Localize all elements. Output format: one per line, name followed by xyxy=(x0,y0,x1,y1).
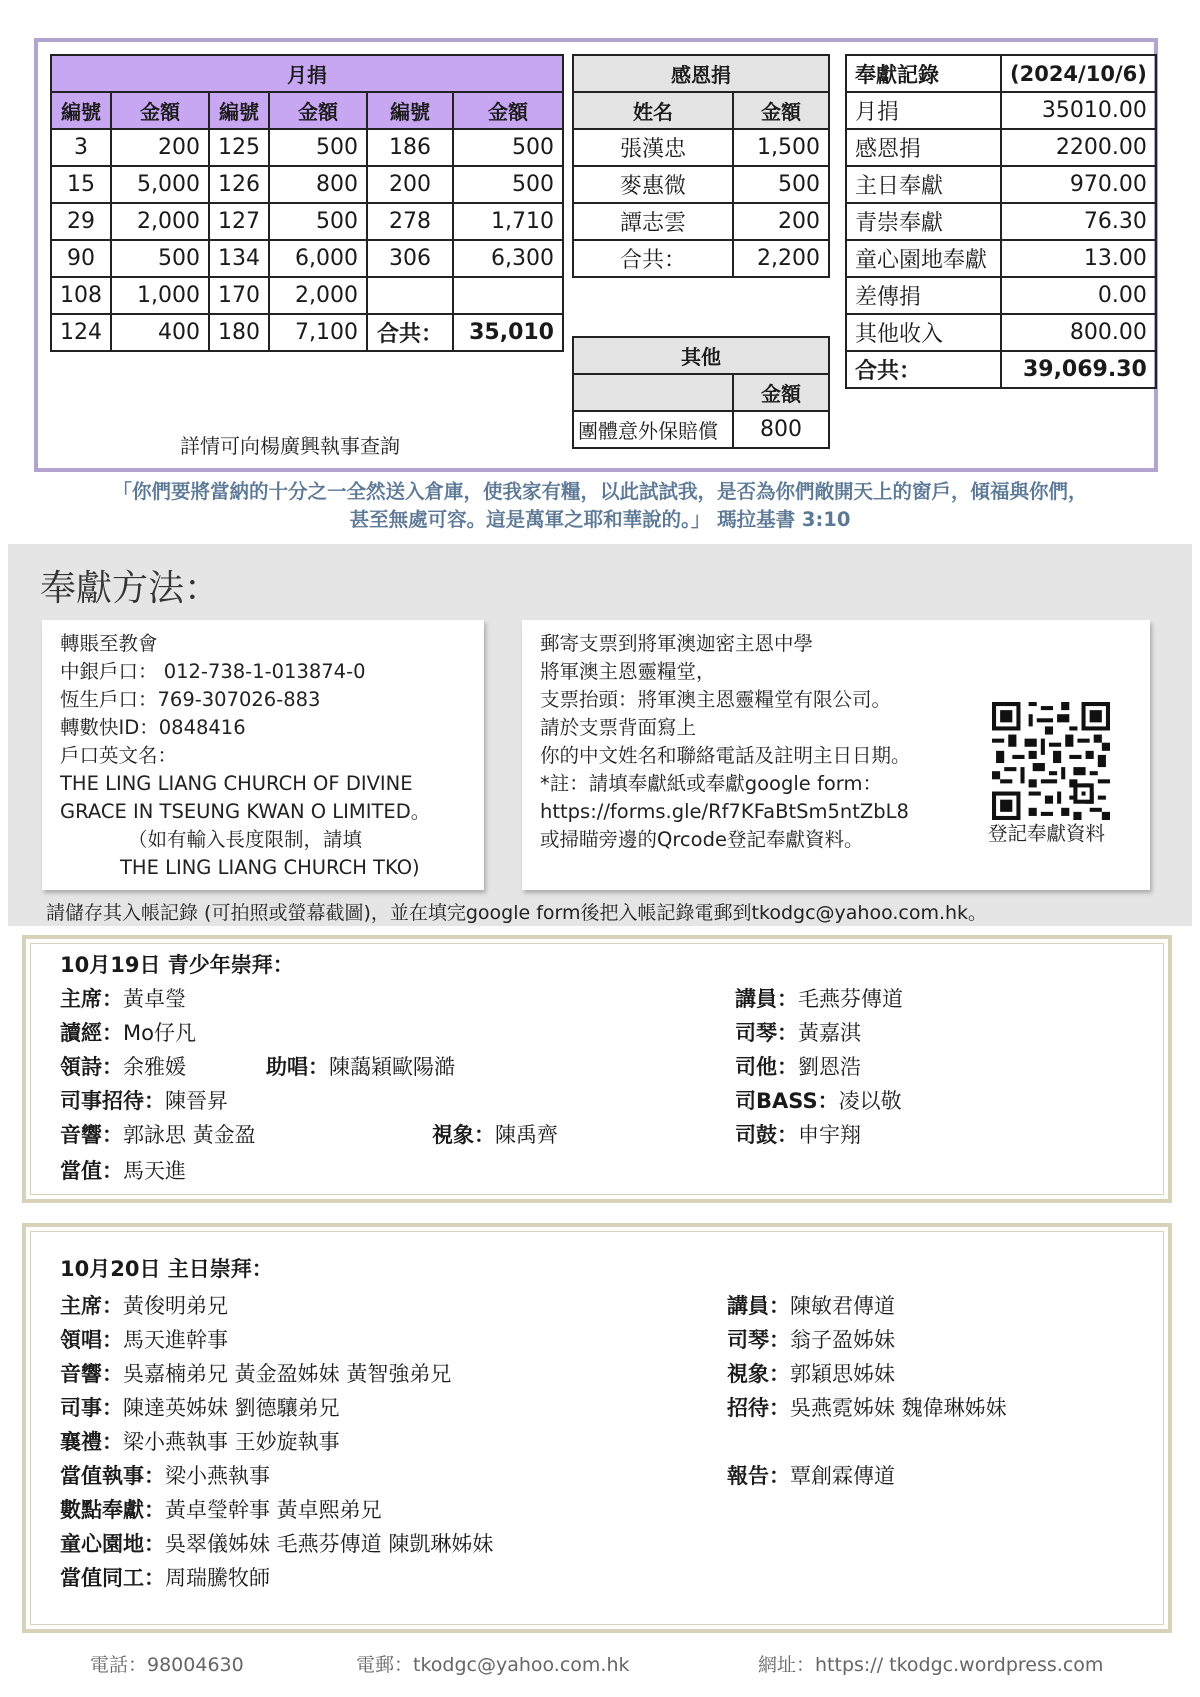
cell: 970.00 xyxy=(1001,166,1156,203)
cheque-line: 支票抬頭：將軍澳主恩靈糧堂有限公司。 xyxy=(540,688,892,711)
cell: 2,000 xyxy=(111,203,209,240)
cell: 6,300 xyxy=(453,240,563,277)
bank-line[interactable]: 轉數快ID：0848416 xyxy=(60,716,246,739)
cell: 1,710 xyxy=(453,203,563,240)
cell: 童心園地奉獻 xyxy=(846,240,1001,277)
cheque-info xyxy=(540,630,911,854)
verse-line: 「你們要將當納的十分之一全然送入倉庫，使我家有糧，以此試試我，是否為你們敞開天上的窗戶，傾福與你們， xyxy=(112,480,1088,503)
monthly-note: 詳情可向楊廣興執事查詢 xyxy=(180,434,400,458)
method-footer-note: 請儲存其入帳記錄 (可拍照或螢幕截圖)，並在填完google form後把入帳記錄電郵到tkodgc@yahoo.com.hk。 xyxy=(46,902,988,924)
table-row xyxy=(846,166,1156,203)
cheque-card xyxy=(522,620,1150,890)
youth-title: 10月19日 青少年崇拜： xyxy=(60,953,294,977)
cell: 800 xyxy=(733,411,829,448)
table-row xyxy=(846,240,1156,277)
offering-record-table xyxy=(845,54,1157,389)
cell: 76.30 xyxy=(1001,203,1156,240)
bank-line: THE LING LIANG CHURCH TKO) xyxy=(120,856,420,879)
cell: 2,000 xyxy=(269,277,367,314)
table-row xyxy=(573,411,829,448)
youth-piano: 司琴：黃嘉淇 xyxy=(735,1021,861,1045)
bank-line[interactable]: 恆生戶口：769-307026-883 xyxy=(60,688,321,711)
table-row xyxy=(51,129,563,166)
total-label: 合共： xyxy=(573,240,733,277)
cell: 200 xyxy=(367,166,453,203)
record-title: 奉獻記錄 xyxy=(846,55,1001,92)
youth-bass: 司BASS：凌以敬 xyxy=(735,1089,902,1113)
youth-speaker: 講員：毛燕芬傳道 xyxy=(735,987,903,1011)
youth-assist: 助唱：陳藹穎歐陽澔 xyxy=(266,1055,455,1079)
cheque-line: 請於支票背面寫上 xyxy=(540,716,697,739)
table-row xyxy=(846,314,1156,351)
col-header: 編號 xyxy=(367,92,453,129)
table-row xyxy=(51,166,563,203)
sunday-kids: 童心園地：吳翠儀姊妹 毛燕芬傳道 陳凱琳姊妹 xyxy=(60,1532,494,1556)
cell: 500 xyxy=(453,129,563,166)
cell: 麥惠微 xyxy=(573,166,733,203)
table-row xyxy=(846,277,1156,314)
youth-usher: 司事招待：陳晉昇 xyxy=(60,1089,228,1113)
cell: 主日奉獻 xyxy=(846,166,1001,203)
table-row xyxy=(573,129,829,166)
sunday-lead: 領唱：馬天進幹事 xyxy=(60,1328,228,1352)
sunday-chair: 主席：黃俊明弟兄 xyxy=(60,1294,228,1318)
bank-line: 戶口英文名： xyxy=(60,744,178,767)
cell: 1,500 xyxy=(733,129,829,166)
cell: 200 xyxy=(111,129,209,166)
cell: 3 xyxy=(51,129,111,166)
cell: 200 xyxy=(733,203,829,240)
bank-line: GRACE IN TSEUNG KWAN O LIMITED。 xyxy=(60,800,431,823)
table-row xyxy=(846,351,1156,388)
cell: 500 xyxy=(269,129,367,166)
youth-chair: 主席：黃卓瑩 xyxy=(60,987,186,1011)
cell: 278 xyxy=(367,203,453,240)
table-row xyxy=(51,277,563,314)
google-form-link[interactable]: https://forms.gle/Rf7KFaBtSm5ntZbL8 xyxy=(540,800,909,823)
sunday-speaker: 講員：陳敏君傳道 xyxy=(727,1294,895,1318)
cell: 感恩捐 xyxy=(846,129,1001,166)
thanks-title: 感恩捐 xyxy=(573,55,829,92)
qr-code-icon[interactable] xyxy=(992,702,1110,820)
table-row xyxy=(573,166,829,203)
sunday-count: 數點奉獻：黃卓瑩幹事 黃卓熙弟兄 xyxy=(60,1498,382,1522)
cell: 306 xyxy=(367,240,453,277)
cell: 譚志雲 xyxy=(573,203,733,240)
sunday-report: 報告：覃創霖傳道 xyxy=(727,1464,895,1488)
col-header: 金額 xyxy=(453,92,563,129)
cell: 6,000 xyxy=(269,240,367,277)
cell: 134 xyxy=(209,240,269,277)
cell: 126 xyxy=(209,166,269,203)
sunday-duty-deacon: 當值執事：梁小燕執事 xyxy=(60,1464,270,1488)
table-row xyxy=(846,203,1156,240)
other-title: 其他 xyxy=(573,337,829,374)
cell: 月捐 xyxy=(846,92,1001,129)
table-row xyxy=(573,240,829,277)
sunday-title: 10月20日 主日崇拜： xyxy=(60,1257,273,1281)
youth-lead: 領詩：余雅媛 xyxy=(60,1055,186,1079)
table-row xyxy=(51,203,563,240)
cell: 青崇奉獻 xyxy=(846,203,1001,240)
col-header: 編號 xyxy=(51,92,111,129)
cell: 15 xyxy=(51,166,111,203)
col-header: 姓名 xyxy=(573,92,733,129)
sunday-piano: 司琴：翁子盈姊妹 xyxy=(727,1328,895,1352)
record-date: (2024/10/6) xyxy=(1001,55,1156,92)
footer-phone[interactable]: 電話：98004630 xyxy=(90,1654,244,1676)
col-header-blank xyxy=(573,374,733,411)
bank-line[interactable]: 中銀戶口： 012-738-1-013874-0 xyxy=(60,660,366,683)
bank-info xyxy=(60,630,430,882)
youth-guitar: 司他：劉恩浩 xyxy=(735,1055,861,1079)
footer-website[interactable]: 網址：https:// tkodgc.wordpress.com xyxy=(758,1654,1104,1676)
cell: 90 xyxy=(51,240,111,277)
cell: 5,000 xyxy=(111,166,209,203)
verse-line: 甚至無處可容。這是萬軍之耶和華說的。」 瑪拉基書 3:10 xyxy=(349,508,851,531)
col-header: 編號 xyxy=(209,92,269,129)
sunday-visual: 視象：郭穎思姊妹 xyxy=(727,1362,895,1386)
cell: 500 xyxy=(733,166,829,203)
col-header: 金額 xyxy=(111,92,209,129)
col-header: 金額 xyxy=(733,374,829,411)
monthly-title: 月捐 xyxy=(51,55,563,92)
cell: 125 xyxy=(209,129,269,166)
total-value: 2,200 xyxy=(733,240,829,277)
cheque-line: 將軍澳主恩靈糧堂， xyxy=(540,660,716,683)
cell: 124 xyxy=(51,314,111,351)
table-row xyxy=(573,203,829,240)
cell: 2200.00 xyxy=(1001,129,1156,166)
cell: 7,100 xyxy=(269,314,367,351)
cell: 800 xyxy=(269,166,367,203)
cell: 500 xyxy=(269,203,367,240)
youth-duty: 當值：馬天進 xyxy=(60,1159,186,1183)
table-row xyxy=(51,314,563,351)
total-label: 合共： xyxy=(846,351,1001,388)
cell: 1,000 xyxy=(111,277,209,314)
total-value: 39,069.30 xyxy=(1001,351,1156,388)
table-row xyxy=(846,129,1156,166)
cell: 團體意外保賠償 xyxy=(573,411,733,448)
cell: 35010.00 xyxy=(1001,92,1156,129)
cheque-line: *註：請填奉獻紙或奉獻google form： xyxy=(540,772,882,795)
qr-caption: 登記奉獻資料 xyxy=(988,822,1106,845)
sunday-staff: 當值同工：周瑞騰牧師 xyxy=(60,1566,270,1590)
cell xyxy=(453,277,563,314)
cell: 186 xyxy=(367,129,453,166)
cell: 500 xyxy=(111,240,209,277)
table-row xyxy=(846,92,1156,129)
monthly-offering-table xyxy=(50,54,564,352)
total-value: 35,010 xyxy=(453,314,563,351)
cell: 其他收入 xyxy=(846,314,1001,351)
cheque-line: 你的中文姓名和聯絡電話及註明主日日期。 xyxy=(540,744,911,767)
sunday-communion: 襄禮：梁小燕執事 王妙旋執事 xyxy=(60,1430,340,1454)
cell: 800.00 xyxy=(1001,314,1156,351)
method-title: 奉獻方法： xyxy=(40,568,221,609)
col-header: 金額 xyxy=(733,92,829,129)
scripture-verse xyxy=(20,478,1180,534)
footer-email[interactable]: 電郵：tkodgc@yahoo.com.hk xyxy=(356,1654,630,1676)
sunday-greeter: 招待：吳燕霓姊妹 魏偉琳姊妹 xyxy=(727,1396,1007,1420)
youth-visual: 視象：陳禹齊 xyxy=(432,1123,558,1147)
cheque-line: 或掃瞄旁邊的Qrcode登記奉獻資料。 xyxy=(540,828,864,851)
youth-drum: 司鼓：申宇翔 xyxy=(735,1123,861,1147)
col-header: 金額 xyxy=(269,92,367,129)
cell: 180 xyxy=(209,314,269,351)
cell: 0.00 xyxy=(1001,277,1156,314)
sunday-usher: 司事：陳達英姊妹 劉德驤弟兄 xyxy=(60,1396,340,1420)
cell: 170 xyxy=(209,277,269,314)
cell: 500 xyxy=(453,166,563,203)
cell: 差傳捐 xyxy=(846,277,1001,314)
cell: 108 xyxy=(51,277,111,314)
cell: 29 xyxy=(51,203,111,240)
bank-transfer-card xyxy=(42,620,484,890)
bank-line: （如有輸入長度限制，請填 xyxy=(128,828,363,851)
cell: 400 xyxy=(111,314,209,351)
bank-line: 轉賬至教會 xyxy=(60,632,158,655)
bank-line: THE LING LIANG CHURCH OF DIVINE xyxy=(60,772,413,795)
cell: 13.00 xyxy=(1001,240,1156,277)
youth-sound: 音響：郭詠思 黃金盈 xyxy=(60,1123,256,1147)
sunday-sound: 音響：吳嘉楠弟兄 黃金盈姊妹 黃智強弟兄 xyxy=(60,1362,452,1386)
cheque-line: 郵寄支票到將軍澳迦密主恩中學 xyxy=(540,632,814,655)
cell: 張漢忠 xyxy=(573,129,733,166)
youth-reading: 讀經：Mo仔凡 xyxy=(60,1021,196,1045)
total-label: 合共： xyxy=(367,314,453,351)
table-row xyxy=(51,240,563,277)
other-offering-table xyxy=(572,336,830,449)
cell xyxy=(367,277,453,314)
thanks-offering-table xyxy=(572,54,830,278)
cell: 127 xyxy=(209,203,269,240)
